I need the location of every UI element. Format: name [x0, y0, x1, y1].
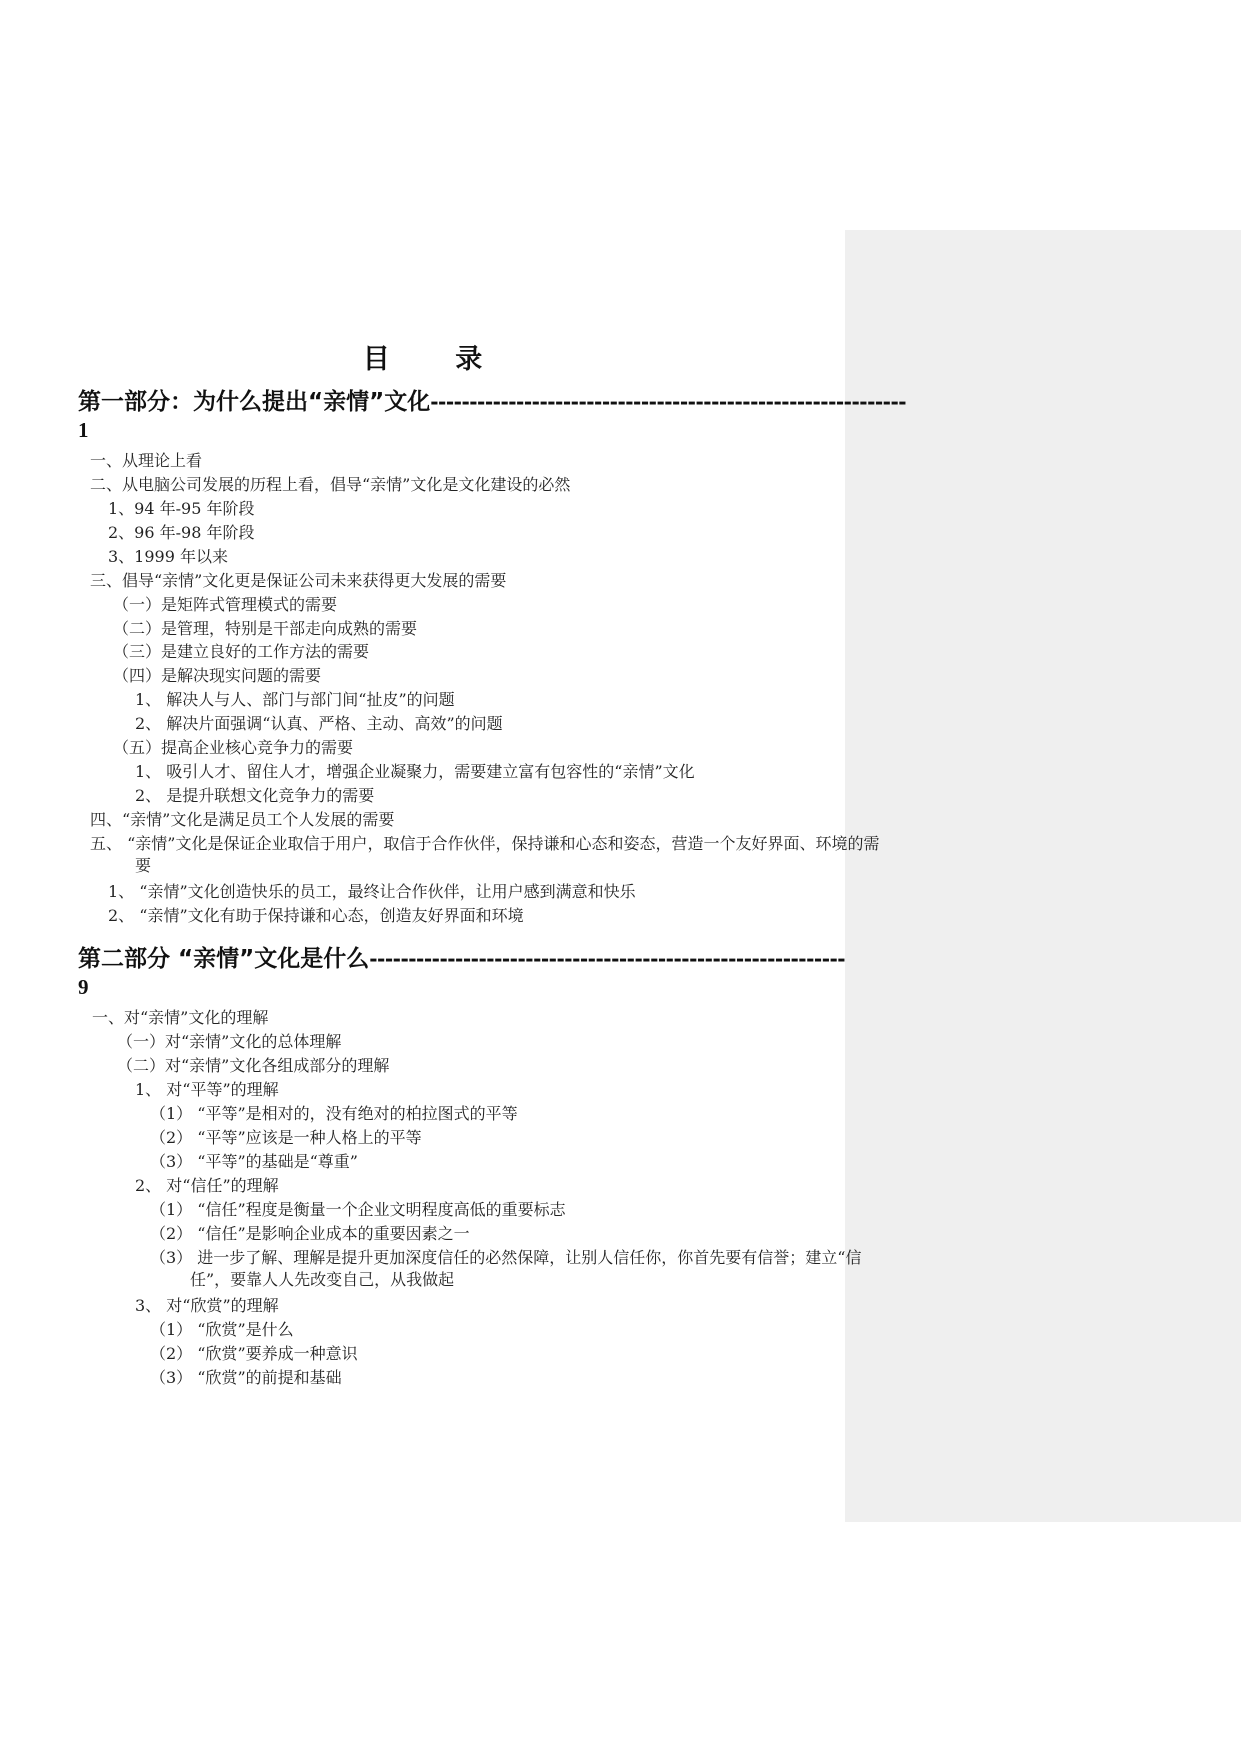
toc-part-1[interactable]: [78, 383, 907, 445]
comment-margin-pane: [845, 230, 1241, 1522]
toc-entry[interactable]: 四、“亲情”文化是满足员工个人发展的需要: [90, 810, 395, 829]
toc-entry[interactable]: （四）是解决现实问题的需要: [113, 666, 322, 685]
toc-entry[interactable]: 2、96 年-98 年阶段: [108, 523, 255, 542]
toc-entry[interactable]: 三、倡导“亲情”文化更是保证公司未来获得更大发展的需要: [90, 571, 507, 590]
toc-entry[interactable]: （3） 进一步了解、理解是提升更加深度信任的必然保障，让别人信任你，你首先要有信誉；建立“信任”，要靠人人先改变自己，从我做起: [150, 1248, 862, 1289]
page-number: 9: [78, 975, 89, 999]
toc-entry[interactable]: （二）是管理，特别是干部走向成熟的需要: [113, 619, 418, 638]
toc-entry[interactable]: （二）对“亲情”文化各组成部分的理解: [117, 1056, 390, 1075]
toc-entry[interactable]: （五）提高企业核心竞争力的需要: [113, 738, 354, 757]
toc-entry[interactable]: （1） “欣赏”是什么: [150, 1320, 294, 1339]
toc-entry[interactable]: （3） “欣赏”的前提和基础: [150, 1368, 342, 1387]
toc-entry[interactable]: 一、从理论上看: [90, 451, 203, 470]
part-title: 第一部分：为什么提出“亲情”文化: [78, 389, 431, 415]
toc-entry[interactable]: （2） “欣赏”要养成一种意识: [150, 1344, 358, 1363]
dot-leader: -------------------------------------------------------------: [430, 390, 907, 414]
toc-entry[interactable]: （一）对“亲情”文化的总体理解: [117, 1032, 342, 1051]
toc-entry[interactable]: 五、 “亲情”文化是保证企业取信于用户，取信于合作伙伴，保持谦和心态和姿态，营造一个友好界面、环境的需要: [90, 834, 880, 875]
toc-entry[interactable]: （1） “平等”是相对的，没有绝对的柏拉图式的平等: [150, 1104, 518, 1123]
toc-entry[interactable]: 1、 解决人与人、部门与部门间“扯皮”的问题: [135, 690, 455, 709]
toc-entry[interactable]: 2、 是提升联想文化竞争力的需要: [135, 786, 375, 805]
toc-entry[interactable]: 一、对“亲情”文化的理解: [92, 1008, 269, 1027]
toc-entry[interactable]: 3、1999 年以来: [108, 547, 228, 566]
toc-heading: 目 录: [362, 344, 511, 375]
toc-entry[interactable]: 二、从电脑公司发展的历程上看，倡导“亲情”文化是文化建设的必然: [90, 475, 571, 494]
toc-entry[interactable]: （一）是矩阵式管理模式的需要: [113, 595, 338, 614]
toc-entry[interactable]: 2、 解决片面强调“认真、严格、主动、高效”的问题: [135, 714, 503, 733]
page-number: 1: [78, 418, 89, 442]
part-title: 第二部分 “亲情”文化是什么: [78, 946, 370, 972]
dot-leader: -------------------------------------------------------------: [369, 947, 846, 971]
toc-entry[interactable]: （2） “信任”是影响企业成本的重要因素之一: [150, 1224, 470, 1243]
toc-entry[interactable]: 1、 对“平等”的理解: [135, 1080, 279, 1099]
toc-entry[interactable]: （2） “平等”应该是一种人格上的平等: [150, 1128, 422, 1147]
toc-entry[interactable]: （1） “信任”程度是衡量一个企业文明程度高低的重要标志: [150, 1200, 566, 1219]
toc-entry[interactable]: （三）是建立良好的工作方法的需要: [113, 642, 370, 661]
toc-entry[interactable]: 3、 对“欣赏”的理解: [135, 1296, 279, 1315]
toc-entry[interactable]: 1、 “亲情”文化创造快乐的员工，最终让合作伙伴，让用户感到满意和快乐: [108, 882, 636, 901]
toc-entry[interactable]: 2、 “亲情”文化有助于保持谦和心态，创造友好界面和环境: [108, 906, 524, 925]
toc-entry[interactable]: 2、 对“信任”的理解: [135, 1176, 279, 1195]
toc-entry[interactable]: （3） “平等”的基础是“尊重”: [150, 1152, 358, 1171]
toc-part-2[interactable]: [78, 940, 846, 1002]
toc-entry[interactable]: 1、94 年-95 年阶段: [108, 499, 255, 518]
toc-entry[interactable]: 1、 吸引人才、留住人才，增强企业凝聚力，需要建立富有包容性的“亲情”文化: [135, 762, 695, 781]
